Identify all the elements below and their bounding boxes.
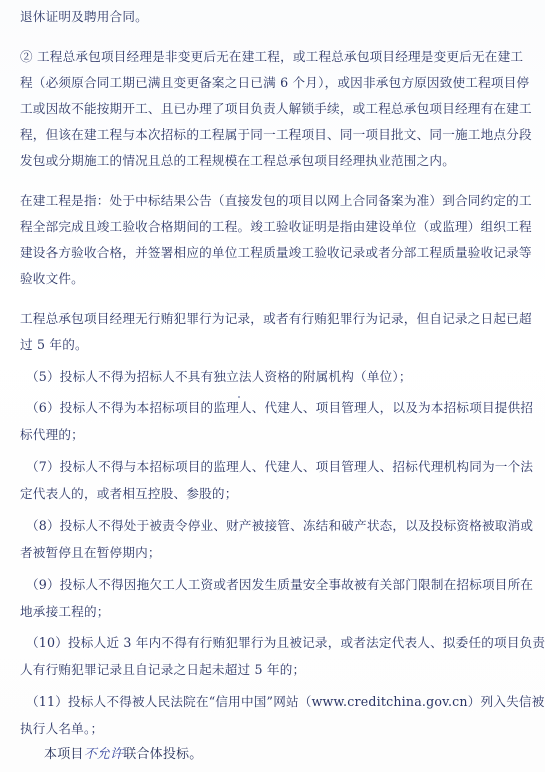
scan-speck (238, 396, 240, 398)
statement-prefix: 本项目 (44, 747, 84, 762)
text-line: 验收文件。 (20, 271, 84, 286)
text-line: 标代理的； (20, 427, 84, 442)
text-line: 工或因故不能按期开工、且已办理了项目负责人解锁手续，或工程总承包项目经理有在建工 (20, 101, 532, 116)
list-item: （5）投标人不得为招标人不具有独立法人资格的附属机构（单位）； (26, 369, 412, 384)
text-line: 退休证明及聘用合同。 (20, 9, 148, 24)
statement-emphasis: 不允许 (83, 747, 124, 762)
list-item: （11）投标人不得被人民法院在“信用中国”网站（www.creditchina.gov.cn）列入失信被 (26, 694, 545, 709)
text-line: 建设各方验收合格，并签署相应的单位工程质量竣工验收记录或者分部工程质量验收记录等 (20, 245, 532, 260)
list-item: （9）投标人不得因拖欠工人工资或者因发生质量安全事故被有关部门限制在招标项目所在 (26, 577, 534, 592)
text-line: 程（必须原合同工期已满且变更备案之日已满 6 个月），或因非承包方原因致使工程项目停 (20, 75, 530, 90)
list-item: （7）投标人不得与本招标项目的监理人、代建人、项目管理人、招标代理机构同为一个法 (26, 459, 534, 474)
list-item: （10）投标人近 3 年内不得有行贿犯罪行为且被记录，或者法定代表人、拟委任的项目负责 (26, 635, 545, 650)
statement-suffix: 联合体投标。 (123, 747, 203, 762)
text-line: 发包或分期施工的情况且总的工程规模在工程总承包项目经理执业范围之内。 (20, 153, 455, 168)
consortium-statement (44, 747, 202, 763)
text-line: ② 工程总承包项目经理是非变更后无在建工程，或工程总承包项目经理是变更后无在建工 (20, 49, 524, 64)
text-line: 程，但该在建工程与本次招标的工程属于同一工程项目、同一项目批文、同一施工地点分段 (20, 127, 532, 142)
text-line: 工程总承包项目经理无行贿犯罪行为记录，或者有行贿犯罪行为记录，但自记录之日起已超 (20, 311, 532, 326)
text-line: 过 5 年的。 (20, 337, 88, 352)
list-item: （6）投标人不得为本招标项目的监理人、代建人、项目管理人，以及为本招标项目提供招 (26, 400, 534, 415)
text-line: 地承接工程的； (20, 604, 110, 619)
text-line: 在建工程是指：处于中标结果公告（直接发包的项目以网上合同备案为准）到合同约定的工 (20, 193, 532, 208)
list-item: （8）投标人不得处于被责令停业、财产被接管、冻结和破产状态，以及投标资格被取消或 (26, 518, 534, 533)
text-line: 人有行贿犯罪记录且自记录之日起未超过 5 年的； (20, 662, 306, 677)
text-line: 者被暂停且在暂停期内； (20, 545, 161, 560)
text-line: 程全部完成且竣工验收合格期间的工程。竣工验收证明是指由建设单位（或监理）组织工程 (20, 219, 532, 234)
text-line: 执行人名单。； (20, 721, 104, 736)
text-line: 定代表人的，或者相互控股、参股的； (20, 486, 238, 501)
